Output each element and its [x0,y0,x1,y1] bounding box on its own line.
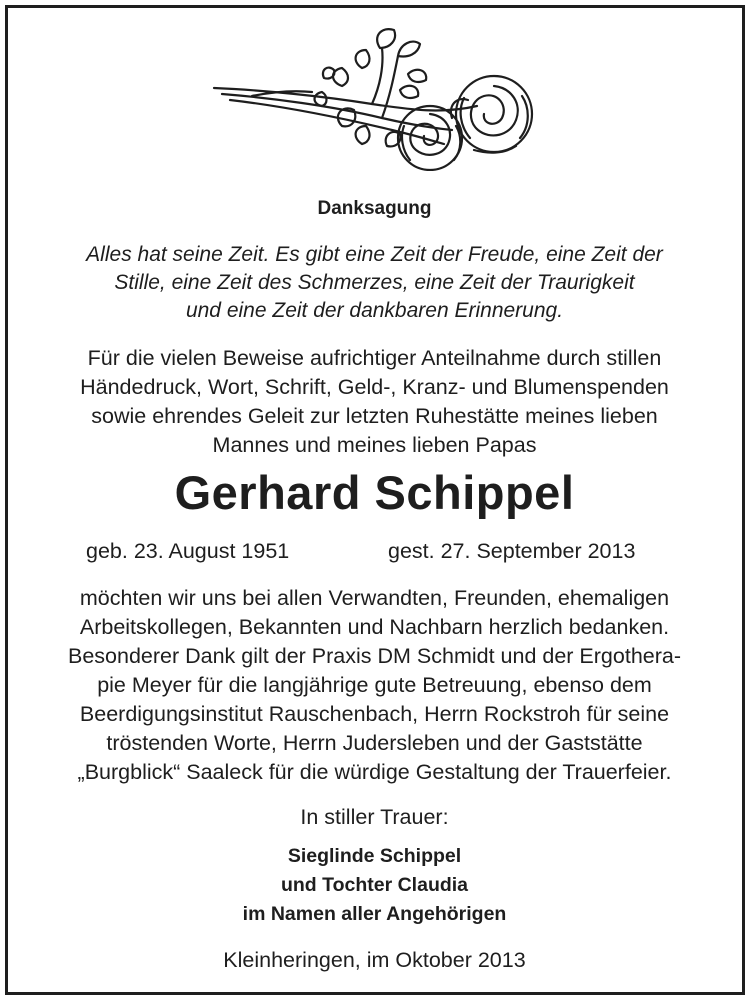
heading: Danksagung [317,198,432,219]
thanks-line: tröstenden Worte, Herrn Judersleben und der Gaststätte [106,731,643,755]
mourning-intro: In stiller Trauer: [300,805,449,829]
intro-line: Mannes und meines lieben Papas [212,433,537,457]
quote-line: und eine Zeit der dankbaren Erinnerung. [185,299,564,322]
birth-date: geb. 23. August 1951 [86,539,290,563]
death-date: gest. 27. September 2013 [388,539,636,563]
signatory-line: und Tochter Claudia [280,874,469,896]
deceased-name: Gerhard Schippel [174,466,575,519]
intro-line: Für die vielen Beweise aufrichtiger Anteilnahme durch stillen [87,346,662,370]
roses-icon [212,26,537,171]
thanks-line: Besonderer Dank gilt der Praxis DM Schmidt und der Ergothera- [67,644,682,668]
thanks-line: pie Meyer für die langjährige gute Betreuung, ebenso dem [97,673,652,697]
thanks-line: Beerdigungsinstitut Rauschenbach, Herrn Rockstroh für seine [79,702,670,726]
quote-line: Stille, eine Zeit des Schmerzes, eine Zeit der Traurigkeit [114,271,635,294]
signatory-line: im Namen aller Angehörigen [242,903,507,925]
place-date: Kleinheringen, im Oktober 2013 [223,948,526,972]
intro-line: Händedruck, Wort, Schrift, Geld-, Kranz- und Blumenspenden [80,375,669,399]
thanks-line: „Burgblick“ Saaleck für die würdige Gestaltung der Trauerfeier. [77,760,672,784]
intro-line: sowie ehrendes Geleit zur letzten Ruhestätte meines lieben [91,404,658,428]
signatory-line: Sieglinde Schippel [287,845,462,867]
thanks-line: möchten wir uns bei allen Verwandten, Freunden, ehemaligen [79,586,670,610]
thanks-line: Arbeitskollegen, Bekannten und Nachbarn herzlich bedanken. [79,615,670,639]
quote-line: Alles hat seine Zeit. Es gibt eine Zeit der Freude, eine Zeit der [86,243,663,266]
